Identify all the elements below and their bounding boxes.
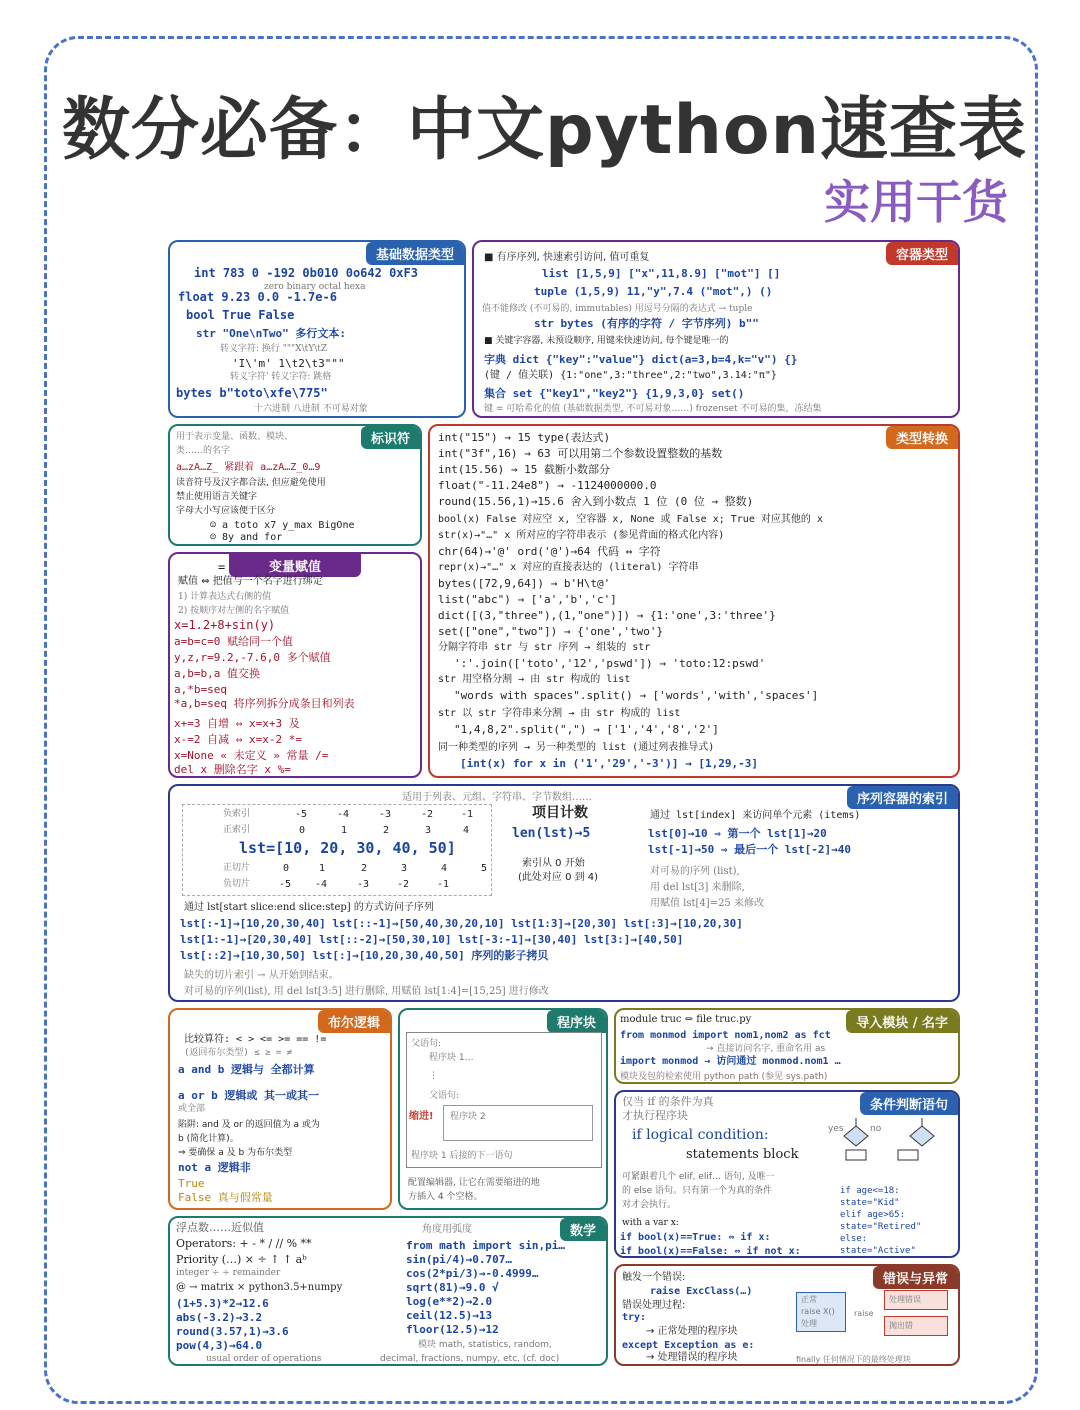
pos-index: 2	[383, 825, 390, 836]
neg-slice: -4	[315, 879, 328, 890]
error-diagram-label: 正常	[801, 1295, 817, 1304]
identifiers-line: ☹ 8y and for	[210, 532, 283, 543]
identifiers-line: 读音符号及汉字都合法, 但应避免使用	[176, 478, 326, 488]
cond-code-line: state="Kid"	[840, 1198, 900, 1208]
identifiers-line: ☺ a toto x7 y_max BigOne	[210, 520, 355, 531]
slice-line: lst[:-1]→[10,20,30,40] lst[::-1]→[50,40,30,20,10] lst[1:3]→[20,30] lst[:3]→[10,20,30]	[180, 917, 743, 930]
assignment-line: x-=2 自减 ⇔ x=x-2 *=	[174, 733, 302, 746]
conversions-line: set(["one","two"]) → {'one','two'}	[438, 625, 664, 638]
conversions-line: 同一种类型的序列 → 另一种类型的 list (通过列表推导式)	[438, 742, 715, 753]
identifiers-line: a…zA…Z_ 紧跟着 a…zA…Z_0…9	[176, 462, 321, 473]
math-right-line: 角度用弧度	[422, 1224, 472, 1235]
conversions-line: dict([(3,"three"),(1,"one")]) → {1:'one',3:'three'}	[438, 609, 776, 622]
imports-line: → 直接访问名字, 重命名用 as	[706, 1044, 826, 1054]
pos-index: 4	[463, 825, 470, 836]
math-line: abs(-3.2)→3.2	[176, 1311, 263, 1324]
index-table	[182, 804, 492, 896]
container-line: 集合 set {"key1","key2"} {1,9,3,0} set()	[484, 387, 745, 400]
math-line: 浮点数……近似值	[176, 1221, 264, 1234]
math-right-line: floor(12.5)→12	[406, 1323, 499, 1336]
cond-code-line: if age<=18:	[840, 1186, 900, 1196]
boolean-line: (返回布尔类型) ≤ ≥ = ≠	[184, 1048, 293, 1058]
neg-slice: -5	[279, 879, 292, 890]
neg-slice: -2	[397, 879, 410, 890]
math-line: Operators: + - * / // % **	[176, 1237, 312, 1250]
identifiers-line: 类……的名字	[176, 446, 231, 456]
conditional-header: 条件判断语句	[860, 1092, 958, 1115]
math-right-line: sin(pi/4)→0.707…	[406, 1253, 512, 1266]
conditional-line: 的 else 语句。只有第一个为真的条件	[622, 1186, 772, 1196]
slice-line: lst[::2]→[10,30,50] lst[:]→[10,20,30,40,50] 序列的影子拷贝	[180, 949, 549, 962]
basic-line: int 783 0 -192 0b010 0o642 0xF3	[194, 266, 418, 280]
math-right-line: decimal, fractions, numpy, etc. (cf. doc)	[380, 1354, 560, 1364]
index-right-line: 用 del lst[3] 来删除,	[650, 882, 745, 893]
imports-line: 模块及包的检索使用 python path (参见 sys.path)	[620, 1072, 828, 1082]
assignment-line: 1) 计算表达式右侧的值	[178, 592, 272, 602]
conversions-line: list("abc") → ['a','b','c']	[438, 593, 617, 606]
boolean-line: ⇒ 要确保 a 及 b 为布尔类型	[178, 1148, 293, 1158]
index-right-line: 用赋值 lst[4]=25 来修改	[650, 898, 764, 909]
cond-code-line: state="Retired"	[840, 1222, 922, 1232]
index-right-line: 对可易的序列 (list),	[650, 866, 740, 877]
blocks-diagram	[406, 1032, 602, 1168]
pos-slice: 2	[361, 863, 368, 874]
math-right-line: cos(2*pi/3)→-0.4999…	[406, 1267, 539, 1280]
container-types-panel	[472, 240, 960, 418]
boolean-line: a or b 逻辑或 其一或其一	[178, 1089, 319, 1102]
conditional-line: statements block	[686, 1147, 799, 1162]
assignment-line: x=1.2+8+sin(y)	[174, 618, 276, 632]
assignment-line: x+=3 自增 ⇔ x=x+3 及	[174, 717, 300, 730]
index-right-line: lst[0]→10 ⇒ 第一个 lst[1]→20	[648, 827, 827, 840]
imports-panel	[614, 1008, 960, 1084]
lst-definition: lst=[10, 20, 30, 40, 50]	[239, 839, 456, 857]
blocks-line: 父语句:	[429, 1091, 460, 1101]
basic-line: 十六进制 八进制 不可易对象	[254, 404, 368, 414]
boolean-line: True	[178, 1177, 205, 1190]
error-diagram-label: raise X()	[801, 1307, 835, 1316]
assignment-line: =	[218, 560, 226, 574]
container-line: 字典 dict {"key":"value"} dict(a=3,b=4,k="v") {}	[484, 353, 798, 366]
blocks-line: 程序块 2	[450, 1112, 486, 1122]
indexing-panel	[168, 784, 960, 1002]
errors-header: 错误与异常	[873, 1266, 958, 1289]
pos-index: 3	[425, 825, 432, 836]
blocks-line: 配置编辑器, 让它在需要缩进的地	[408, 1178, 540, 1188]
basic-line: str "One\nTwo" 多行文本:	[196, 327, 346, 340]
conversions-line: bool(x) False 对应空 x, 空容器 x, None 或 False x; True 对应其他的 x	[438, 514, 823, 525]
assignment-line: *a,b=seq 将序列拆分成条目和列表	[174, 697, 355, 710]
cond-code-line: elif age>65:	[840, 1210, 906, 1220]
assignment-line: y,z,r=9.2,-7.6,0 多个赋值	[174, 651, 331, 664]
boolean-line: not a 逻辑非	[178, 1161, 251, 1174]
blocks-line: 方插入 4 个空格。	[408, 1192, 483, 1202]
neg-index: -3	[379, 809, 392, 820]
errors-panel	[614, 1264, 960, 1366]
error-diagram-label: 处理错误	[889, 1295, 921, 1304]
errors-line: 触发一个错误:	[622, 1272, 686, 1283]
container-line: ■ 关键字容器, 未预设顺序, 用键来快速访问, 每个键是唯一的	[484, 336, 729, 346]
boolean-line: False 真与假常量	[178, 1191, 273, 1204]
pos-index-label: 正索引	[223, 825, 251, 835]
blocks-line: 程序块 1 后接的下一语句	[411, 1151, 513, 1161]
index-right-line: lst[-1]→50 ⇒ 最后一个 lst[-2]→40	[648, 843, 851, 856]
boolean-panel	[168, 1008, 392, 1210]
conversions-header: 类型转换	[886, 426, 958, 449]
conversions-line: int(15.56) → 15 截断小数部分	[438, 463, 610, 476]
math-line: integer ÷ ÷ remainder	[176, 1268, 281, 1278]
boolean-line: 比较算符: < > <= >= == !=	[184, 1034, 327, 1045]
errors-line: → 处理错误的程序块	[646, 1352, 738, 1363]
conversions-line: chr(64)→'@' ord('@')→64 代码 ↔ 字符	[438, 545, 661, 558]
math-header: 数学	[560, 1218, 606, 1241]
conversions-line: [int(x) for x in ('1','29','-3')] → [1,29,-3]	[460, 757, 759, 770]
identifiers-line: 用于表示变量、函数、模块、	[176, 432, 294, 442]
container-line: list [1,5,9] ["x",11,8.9] ["mot"] []	[542, 267, 781, 280]
errors-line: try:	[622, 1312, 647, 1323]
page-subtitle: 实用干货	[824, 175, 1008, 229]
boolean-line: a and b 逻辑与 全都计算	[178, 1063, 315, 1076]
container-line: ■ 有序序列, 快速索引访问, 值可重复	[484, 252, 650, 263]
container-line: tuple (1,5,9) 11,"y",7.4 ("mot",) ()	[534, 285, 773, 298]
math-line: pow(4,3)→64.0	[176, 1339, 263, 1352]
neg-slice-label: 负切片	[223, 879, 251, 889]
conditional-line: 可紧跟着几个 elif, elif… 语句, 及唯一	[622, 1172, 775, 1182]
math-panel	[168, 1216, 608, 1366]
math-line: round(3.57,1)→3.6	[176, 1325, 289, 1338]
pos-slice: 4	[441, 863, 448, 874]
slice-line: 通过 lst[start slice:end slice:step] 的方式访问子序列	[184, 902, 434, 913]
imports-header: 导入模块 / 名字	[846, 1010, 958, 1033]
slice-line: lst[1:-1]→[20,30,40] lst[::-2]→[50,30,10] lst[-3:-1]→[30,40] lst[3:]→[40,50]	[180, 933, 684, 946]
zero-note2: (此处对应 0 到 4)	[518, 872, 599, 883]
basic-line: 转义字符' 转义字符: 跳格	[230, 372, 332, 382]
yes-label: yes	[828, 1124, 844, 1134]
basic-line: bool True False	[186, 308, 295, 322]
conditional-line: with a var x:	[622, 1218, 679, 1228]
basic-line: bytes b"toto\xfe\775"	[176, 386, 328, 400]
identifiers-line: 字母大小写应该便于区分	[176, 506, 276, 516]
neg-slice: -3	[357, 879, 370, 890]
container-line: str bytes (有序的字符 / 字节序列) b""	[534, 317, 759, 330]
identifiers-header: 标识符	[361, 426, 420, 449]
conditional-panel	[614, 1090, 960, 1258]
pos-slice: 1	[319, 863, 326, 874]
conversions-panel	[428, 424, 960, 778]
conditional-line: if bool(x)==False: ⇔ if not x:	[620, 1246, 801, 1257]
conversions-line: int("3f",16) → 63 可以用第二个参数设置整数的基数	[438, 447, 723, 460]
blocks-line: 父语句:	[411, 1039, 442, 1049]
assignment-line: 2) 按顺序对左侧的名字赋值	[178, 606, 290, 616]
error-diagram-handler	[884, 1290, 948, 1310]
blocks-line: ⋮	[429, 1071, 438, 1081]
error-diagram-normal	[796, 1292, 846, 1332]
conversions-line: 分隔字符串 str 与 str 序列 → 组装的 str	[438, 642, 651, 653]
imports-line: module truc ⇔ file truc.py	[620, 1014, 752, 1025]
pos-slice: 5	[481, 863, 488, 874]
indexing-top-note: 适用于列表、元组、字符串、字节数组……	[402, 792, 592, 803]
container-line: 值不能修改 (不可易的, immutables) 用逗号分隔的表达式 → tuple	[482, 304, 753, 314]
basic-types-header: 基础数据类型	[366, 242, 464, 265]
assignment-line: a=b=c=0 赋给同一个值	[174, 635, 293, 648]
conditional-line: 对才会执行。	[622, 1200, 677, 1210]
math-line: usual order of operations	[206, 1354, 322, 1364]
math-line: @ → matrix × python3.5+numpy	[176, 1282, 343, 1293]
assignment-line: del x 删除名字 x %=	[174, 763, 291, 776]
errors-line: finally 任何情况下的最终处理块	[796, 1355, 911, 1364]
index-right-line: 通过 lst[index] 来访问单个元素 (items)	[650, 810, 861, 821]
errors-line: 错误处理过程:	[622, 1300, 686, 1311]
basic-line: 'I\'m' 1\t2\t3"""	[232, 357, 345, 370]
neg-index: -1	[461, 809, 474, 820]
container-line: (键 / 值关联) {1:"one",3:"three",2:"two",3.14:"π"}	[484, 370, 777, 381]
conversions-line: float("-11.24e8") → -1124000000.0	[438, 479, 657, 492]
boolean-line: 或全部	[178, 1104, 206, 1114]
conversions-line: "1,4,8,2".split(",") → ['1','4','8','2']	[454, 723, 719, 736]
cond-code-line: state="Active"	[840, 1246, 916, 1256]
basic-line: float 9.23 0.0 -1.7e-6	[178, 290, 337, 304]
blocks-line: 程序块 1…	[429, 1053, 474, 1063]
basic-types-panel	[168, 240, 466, 418]
imports-line: from monmod import nom1,nom2 as fct	[620, 1030, 831, 1041]
boolean-line: b (简化计算)。	[178, 1134, 239, 1144]
error-diagram-label: raise	[854, 1309, 874, 1318]
inner-block	[443, 1105, 593, 1141]
container-line: 键 = 可哈希化的值 (基础数据类型, 不可易对象……) frozenset 不可易的集，冻结集	[484, 404, 822, 414]
errors-line: except Exception as e:	[622, 1340, 755, 1351]
no-label: no	[870, 1124, 882, 1134]
conversions-line: str 以 str 字符串来分割 → 由 str 构成的 list	[438, 708, 681, 719]
conversions-line: repr(x)→"…" x 对应的直接表达的 (literal) 字符串	[438, 562, 699, 573]
indexing-header: 序列容器的索引	[847, 786, 958, 809]
imports-line: import monmod → 访问通过 monmod.nom1 …	[620, 1056, 841, 1067]
page-title: 数分必备：中文python速查表	[62, 91, 1028, 170]
boolean-line: 陷阱: and 及 or 的返回值为 a 或为	[178, 1120, 320, 1130]
assignment-panel	[168, 552, 422, 778]
container-types-header: 容器类型	[886, 242, 958, 265]
basic-line: 转义字符: 换行 """X\tY\tZ	[220, 344, 328, 354]
slice-line: 对可易的序列(list), 用 del lst[3:5] 进行删除, 用赋值 lst[1:4]=[15,25] 进行修改	[184, 986, 549, 997]
errors-line: raise ExcClass(…)	[650, 1286, 753, 1297]
pos-index: 0	[299, 825, 306, 836]
len-line: len(lst)→5	[512, 826, 591, 841]
error-diagram-raise	[884, 1316, 948, 1336]
errors-line: → 正常处理的程序块	[646, 1326, 738, 1337]
math-right-line: log(e**2)→2.0	[406, 1295, 493, 1308]
conversions-line: str(x)→"…" x 所对应的字符串表示 (参见背面的格式化内容)	[438, 530, 725, 541]
conversions-line: ':'.join(['toto','12','pswd']) → 'toto:12:pswd'	[454, 657, 766, 670]
neg-slice: -1	[437, 879, 450, 890]
indent-label: 缩进!	[409, 1111, 434, 1122]
zero-note: 索引从 0 开始	[522, 858, 585, 869]
neg-index-label: 负索引	[223, 809, 251, 819]
basic-line: zero binary octal hexa	[264, 282, 366, 292]
conditional-line: 才执行程序块	[622, 1109, 688, 1122]
pos-slice-label: 正切片	[223, 863, 251, 873]
identifiers-panel	[168, 424, 422, 546]
cond-code-line: else:	[840, 1234, 868, 1244]
math-right-line: sqrt(81)→9.0 √	[406, 1281, 499, 1294]
math-line: (1+5.3)*2→12.6	[176, 1297, 269, 1310]
conversions-line: "words with spaces".split() → ['words','with','spaces']	[454, 689, 819, 702]
assignment-line: 赋值 ⇔ 把值与一个名字进行绑定	[178, 576, 323, 587]
pos-slice: 0	[283, 863, 290, 874]
conditional-line: if logical condition:	[632, 1127, 769, 1143]
math-line: Priority (…) × ÷ ↑ ↑ aᵇ	[176, 1253, 307, 1266]
count-title: 项目计数	[532, 805, 588, 821]
neg-index: -4	[337, 809, 350, 820]
pos-slice: 3	[401, 863, 408, 874]
blocks-panel	[398, 1008, 608, 1210]
conversions-line: str 用空格分割 → 由 str 构成的 list	[438, 674, 631, 685]
math-right-line: from math import sin,pi…	[406, 1239, 565, 1252]
assignment-line: x=None « 未定义 » 常量 /=	[174, 749, 329, 762]
conditional-line: if bool(x)==True: ⇔ if x:	[620, 1232, 771, 1243]
neg-index: -2	[421, 809, 434, 820]
math-right-line: 模块 math, statistics, random,	[418, 1340, 552, 1350]
error-diagram-label: 抛出错	[889, 1321, 913, 1330]
assignment-line: a,*b=seq	[174, 683, 227, 696]
conversions-line: bytes([72,9,64]) → b'H\t@'	[438, 577, 611, 590]
conditional-line: 仅当 if 的条件为真	[622, 1095, 714, 1108]
assignment-header: 变量赋值	[229, 554, 361, 577]
blocks-header: 程序块	[547, 1010, 606, 1033]
error-diagram-label: 处理	[801, 1319, 817, 1328]
neg-index: -5	[295, 809, 308, 820]
assignment-line: a,b=b,a 值交换	[174, 667, 260, 680]
boolean-header: 布尔逻辑	[318, 1010, 390, 1033]
math-right-line: ceil(12.5)→13	[406, 1309, 493, 1322]
slice-line: 缺失的切片索引 → 从开始到结束。	[184, 970, 339, 981]
conversions-line: round(15.56,1)→15.6 舍入到小数点 1 位 (0 位 → 整数)	[438, 495, 754, 508]
conversions-line: int("15") → 15 type(表达式)	[438, 431, 611, 444]
identifiers-line: 禁止使用语言关键字	[176, 492, 258, 502]
pos-index: 1	[341, 825, 348, 836]
